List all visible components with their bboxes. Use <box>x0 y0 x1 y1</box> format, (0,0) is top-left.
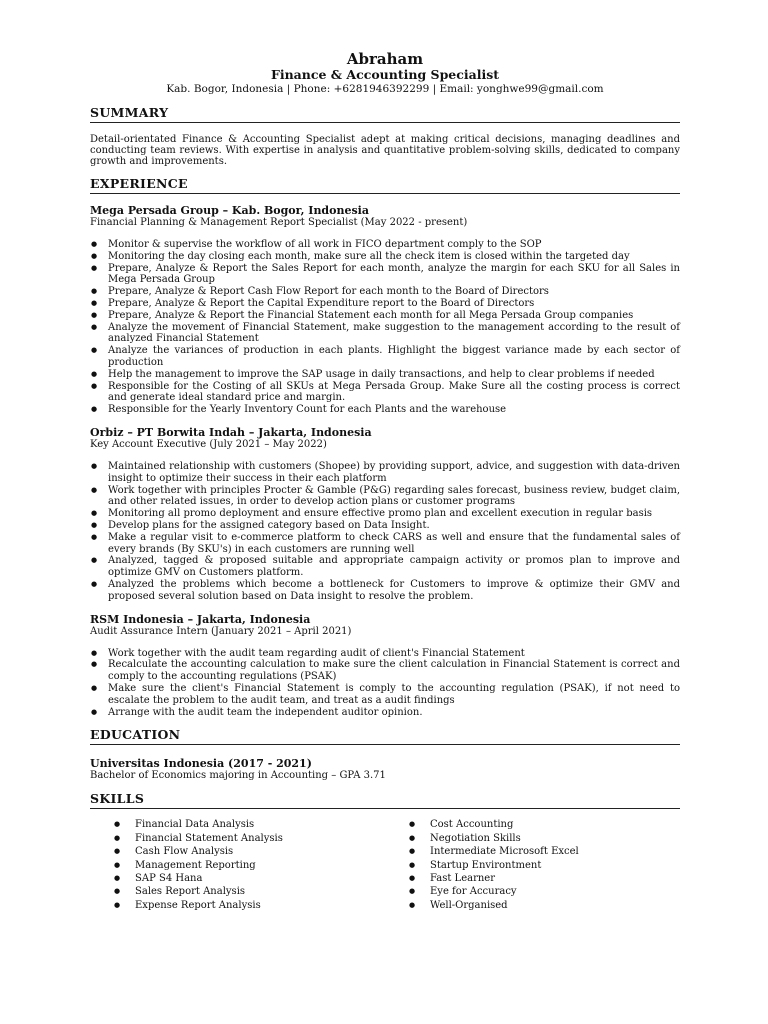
candidate-name: Abraham <box>346 50 424 68</box>
skill-item: ● Startup Environtment <box>385 859 680 872</box>
education-heading: EDUCATION <box>90 727 680 745</box>
job-title: Mega Persada Group – Kab. Bogor, Indonesia <box>90 204 369 217</box>
job-bullets <box>90 239 680 416</box>
job-entry <box>90 613 680 719</box>
job-bullet: ● Maintained relationship with customers (Shopee) by providing support, advice, and suggestion with data-driven insight to optimize their success in their each platform <box>90 461 680 485</box>
summary-text: Detail-orientated Finance & Accounting Specialist adept at making critical decisions, managing deadlines and conducting team reviews. With expertise in analysis and quantitative problem-solving skills, dedicated to company growth and improvements. <box>90 134 680 167</box>
job-bullets <box>90 461 680 603</box>
job-bullet: ● Prepare, Analyze & Report Cash Flow Report for each month to the Board of Directors <box>90 286 680 298</box>
skills-heading: SKILLS <box>90 791 680 809</box>
job-bullet: ● Monitoring the day closing each month, make sure all the check item is closed within the targeted day <box>90 251 680 263</box>
job-title: Orbiz – PT Borwita Indah – Jakarta, Indonesia <box>90 425 372 439</box>
skill-item: ● Intermediate Microsoft Excel <box>385 845 680 858</box>
job-bullets <box>90 648 680 719</box>
education-school: Universitas Indonesia (2017 - 2021) <box>90 757 312 771</box>
job-bullet: ● Work together with principles Procter & Gamble (P&G) regarding sales forecast, business review, budget claim, and other related issues, in order to develop action plans or customer programs <box>90 485 680 509</box>
resume-page <box>90 50 680 912</box>
skill-item: ● Management Reporting <box>90 859 385 872</box>
job-bullet: ● Help the management to improve the SAP usage in daily transactions, and help to clear problems if needed <box>90 369 680 381</box>
job-bullet: ● Responsible for the Yearly Inventory Count for each Plants and the warehouse <box>90 404 680 416</box>
skills-right-column <box>385 818 680 912</box>
education-entry <box>90 757 680 782</box>
job-bullet: ● Develop plans for the assigned category based on Data Insight. <box>90 520 680 532</box>
job-position: Key Account Executive (July 2021 – May 2022) <box>90 438 327 450</box>
skill-item: ● Cash Flow Analysis <box>90 845 385 858</box>
job-entry <box>90 204 680 416</box>
skill-item: ● SAP S4 Hana <box>90 872 385 885</box>
skill-item: ● Financial Data Analysis <box>90 818 385 831</box>
job-bullet: ● Prepare, Analyze & Report the Capital Expenditure report to the Board of Directors <box>90 298 680 310</box>
job-position: Financial Planning & Management Report Specialist (May 2022 - present) <box>90 217 468 228</box>
skill-item: ● Financial Statement Analysis <box>90 832 385 845</box>
summary-heading: SUMMARY <box>90 105 680 123</box>
skill-item: ● Expense Report Analysis <box>90 899 385 912</box>
job-bullet: ● Arrange with the audit team the independent auditor opinion. <box>90 707 680 719</box>
skill-item: ● Cost Accounting <box>385 818 680 831</box>
job-bullet: ● Work together with the audit team regarding audit of client's Financial Statement <box>90 648 680 660</box>
job-bullet: ● Monitor & supervise the workflow of all work in FICO department comply to the SOP <box>90 239 680 251</box>
job-position: Audit Assurance Intern (January 2021 – April 2021) <box>90 625 352 637</box>
job-bullet: ● Analyze the movement of Financial Statement, make suggestion to the management according to the result of analyzed Financial Statement <box>90 322 680 346</box>
job-bullet: ● Analyzed, tagged & proposed suitable and appropriate campaign activity or promos plan to improve and optimize GMV on Customers platform. <box>90 555 680 579</box>
skills-left-column <box>90 818 385 912</box>
experience-heading: EXPERIENCE <box>90 176 680 194</box>
job-bullet: ● Prepare, Analyze & Report the Financial Statement each month for all Mega Persada Group companies <box>90 310 680 322</box>
skill-item: ● Sales Report Analysis <box>90 885 385 898</box>
education-degree: Bachelor of Economics majoring in Accounting – GPA 3.71 <box>90 770 386 782</box>
skills-columns <box>90 818 680 912</box>
job-bullet: ● Make sure the client's Financial Statement is comply to the accounting regulation (PSAK), if not need to escalate the problem to the audit team, and treat as a audit findings <box>90 683 680 707</box>
job-bullet: ● Analyze the variances of production in each plants. Highlight the biggest variance made by each sector of production <box>90 345 680 369</box>
skill-item: ● Negotiation Skills <box>385 832 680 845</box>
job-bullet: ● Prepare, Analyze & Report the Sales Report for each month, analyze the margin for each SKU for all Sales in Mega Persada Group <box>90 263 680 287</box>
resume-header <box>90 50 680 96</box>
contact-line: Kab. Bogor, Indonesia | Phone: +6281946392299 | Email: yonghwe99@gmail.com <box>166 83 604 95</box>
job-bullet: ● Analyzed the problems which become a bottleneck for Customers to improve & optimize their GMV and proposed several solution based on Data insight to resolve the problem. <box>90 579 680 603</box>
job-bullet: ● Make a regular visit to e-commerce platform to check CARS as well and ensure that the fundamental sales of every brands (By SKU's) in each customers are running well <box>90 532 680 556</box>
job-bullet: ● Monitoring all promo deployment and ensure effective promo plan and excellent execution in regular basis <box>90 508 680 520</box>
job-bullet: ● Recalculate the accounting calculation to make sure the client calculation in Financial Statement is correct and comply to the accounting regulations (PSAK) <box>90 659 680 683</box>
job-bullet: ● Responsible for the Costing of all SKUs at Mega Persada Group. Make Sure all the costing process is correct and generate ideal standard price and margin. <box>90 381 680 405</box>
skill-item: ● Eye for Accuracy <box>385 885 680 898</box>
candidate-role: Finance & Accounting Specialist <box>270 67 500 82</box>
skill-item: ● Fast Learner <box>385 872 680 885</box>
job-title: RSM Indonesia – Jakarta, Indonesia <box>90 612 311 626</box>
skill-item: ● Well-Organised <box>385 899 680 912</box>
job-entry <box>90 426 680 603</box>
experience-list <box>90 204 680 718</box>
